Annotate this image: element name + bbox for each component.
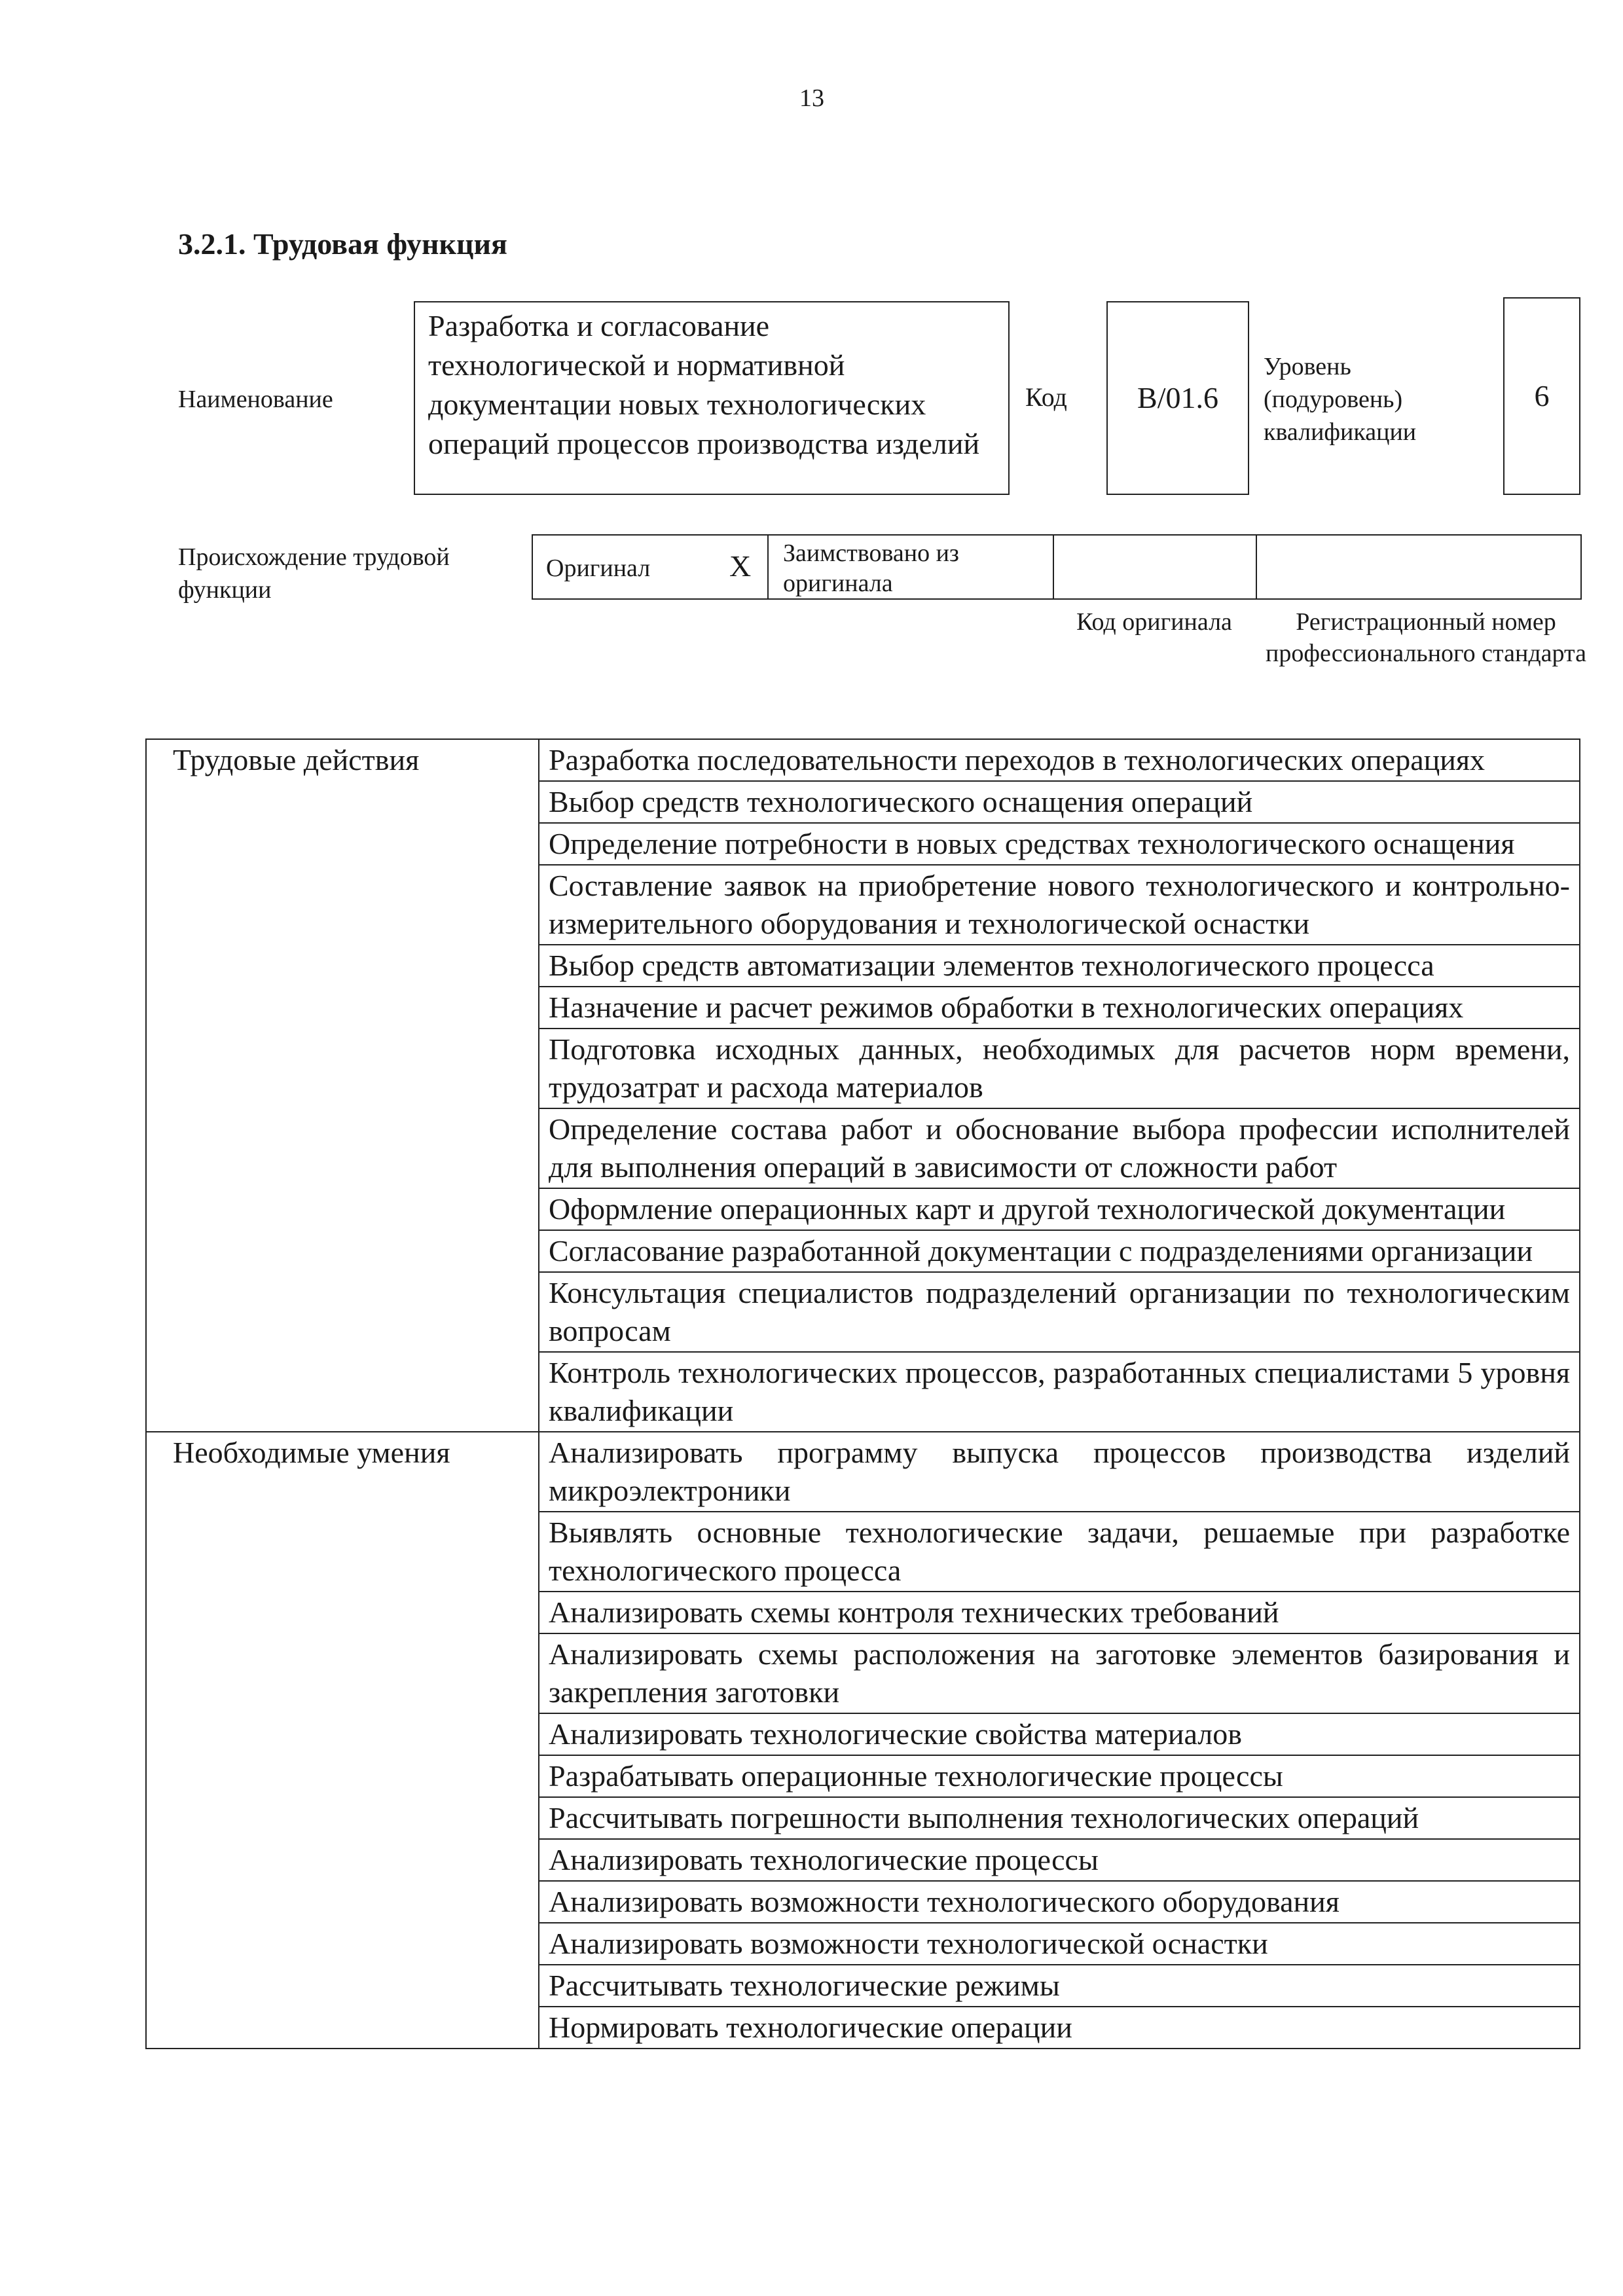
name-value-box xyxy=(414,301,1010,495)
required-skills-item: Выявлять основные технологические задачи, решаемые при разработке технологического процесса xyxy=(539,1512,1580,1592)
labor-actions-item: Оформление операционных карт и другой технологической документации xyxy=(539,1188,1580,1230)
labor-actions-item: Разработка последовательности переходов в технологических операциях xyxy=(539,739,1580,781)
name-label: Наименование xyxy=(178,386,333,413)
labor-actions-item: Выбор средств технологического оснащения операций xyxy=(539,781,1580,823)
required-skills-item: Разрабатывать операционные технологические процессы xyxy=(539,1755,1580,1797)
page-number: 13 xyxy=(799,84,824,112)
original-mark: X xyxy=(729,549,752,583)
required-skills-row xyxy=(146,1432,1580,1512)
labor-actions-item: Назначение и расчет режимов обработки в технологических операциях xyxy=(539,987,1580,1029)
code-value-box xyxy=(1106,301,1249,495)
labor-actions-item: Контроль технологических процессов, разработанных специалистами 5 уровня квалификации xyxy=(539,1352,1580,1432)
function-table xyxy=(145,738,1580,2049)
required-skills-label: Необходимые умения xyxy=(146,1432,539,2049)
code-value: В/01.6 xyxy=(1137,381,1218,414)
labor-actions-item: Определение потребности в новых средствах технологического оснащения xyxy=(539,823,1580,865)
original-label: Оригинал xyxy=(546,555,651,582)
required-skills-item: Анализировать схемы контроля технических требований xyxy=(539,1592,1580,1633)
required-skills-item: Анализировать возможности технологического оборудования xyxy=(539,1881,1580,1923)
required-skills-item: Анализировать программу выпуска процессов производства изделий микроэлектроники xyxy=(539,1432,1580,1512)
labor-actions-row xyxy=(146,739,1580,781)
origin-label xyxy=(178,541,519,606)
level-value: 6 xyxy=(1534,379,1550,412)
origin-box xyxy=(532,534,1582,600)
origin-label-text: Происхождение трудовой функции xyxy=(178,543,450,604)
labor-actions-label: Трудовые действия xyxy=(146,739,539,1432)
labor-actions-item: Консультация специалистов подразделений организации по технологическим вопросам xyxy=(539,1272,1580,1352)
required-skills-item: Анализировать схемы расположения на заготовке элементов базирования и закрепления заготовки xyxy=(539,1633,1580,1713)
required-skills-item: Нормировать технологические операции xyxy=(539,2007,1580,2049)
level-value-box xyxy=(1503,297,1580,495)
borrowed-cell xyxy=(769,536,1054,598)
required-skills-item: Рассчитывать погрешности выполнения технологических операций xyxy=(539,1797,1580,1839)
labor-actions-item: Определение состава работ и обоснование выбора профессии исполнителей для выполнения операций в зависимости от сложности работ xyxy=(539,1108,1580,1188)
required-skills-item: Рассчитывать технологические режимы xyxy=(539,1965,1580,2007)
original-cell xyxy=(533,536,769,598)
required-skills-item: Анализировать возможности технологической оснастки xyxy=(539,1923,1580,1965)
required-skills-item: Анализировать технологические процессы xyxy=(539,1839,1580,1881)
name-value: Разработка и согласование технологической и нормативной документации новых технологических операций процессов производства изделий xyxy=(428,309,980,460)
level-label xyxy=(1264,350,1486,448)
code-original-label: Код оригинала xyxy=(1076,608,1232,636)
labor-actions-item: Составление заявок на приобретение нового технологического и контрольно-измерительного оборудования и технологической оснастки xyxy=(539,865,1580,945)
section-title: 3.2.1. Трудовая функция xyxy=(178,227,507,261)
code-original-cell xyxy=(1054,536,1257,598)
labor-actions-item: Выбор средств автоматизации элементов технологического процесса xyxy=(539,945,1580,987)
level-label-text: Уровень (подуровень) квалификации xyxy=(1264,353,1417,446)
borrowed-label: Заимствовано из оригинала xyxy=(783,539,959,597)
code-label: Код xyxy=(1025,382,1067,412)
required-skills-item: Анализировать технологические свойства материалов xyxy=(539,1713,1580,1755)
reg-number-cell xyxy=(1257,536,1583,598)
labor-actions-item: Подготовка исходных данных, необходимых для расчетов норм времени, трудозатрат и расхода материалов xyxy=(539,1029,1580,1108)
reg-number-label: Регистрационный номер профессионального стандарта xyxy=(1266,608,1586,667)
labor-actions-item: Согласование разработанной документации с подразделениями организации xyxy=(539,1230,1580,1272)
